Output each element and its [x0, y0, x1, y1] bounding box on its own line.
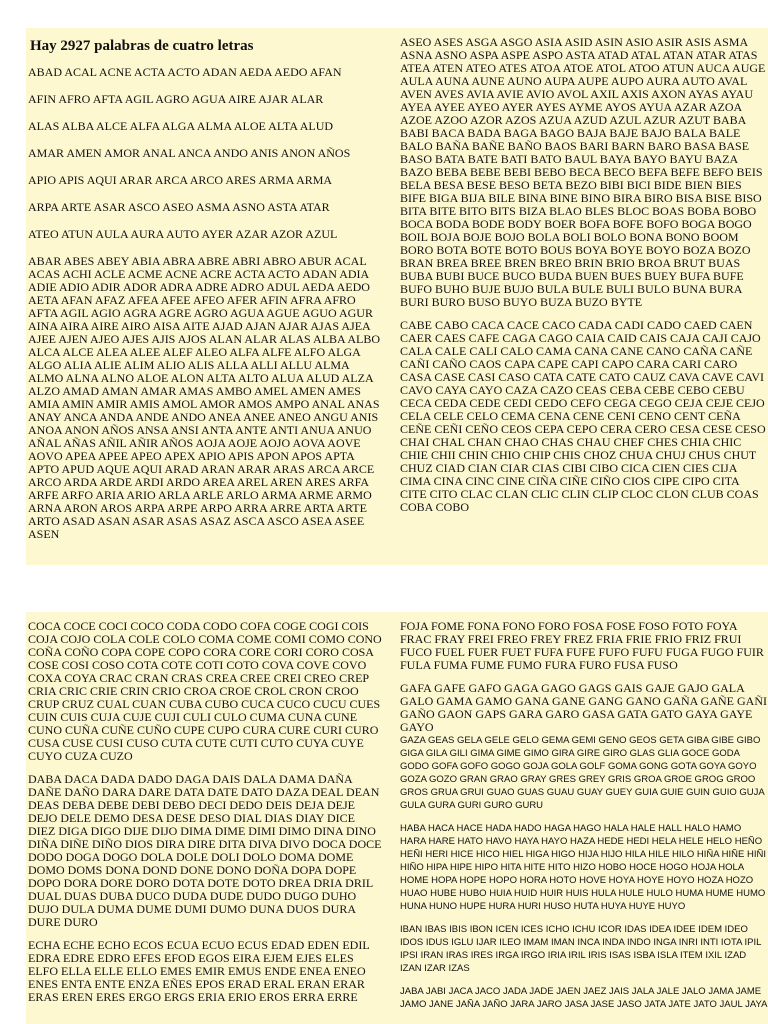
word-paragraph: AFIN AFRO AFTA AGIL AGRO AGUA AIRE AJAR ALAR — [28, 92, 324, 106]
word-paragraph: ABAD ACAL ACNE ACTA ACTO ADAN AEDA AEDO AFAN — [28, 65, 342, 79]
word-paragraph: ABAR ABES ABEY ABIA ABRA ABRE ABRI ABRO ABUR ACAL ACAS ACHI ACLE ACME ACNE ACRE ACTA ACTO ADAN ADIA ADIE ADIO ADIR ADOR ADRA ADRE ADRO ADUL AEDA AEDO AETA AFAN AFAZ AFEA AFEE AFEO AFER AFIN AFRA AFRO AFTA AGIL AGIO AGRA AGRE AGRO AGUA AGUE AGUO AGUR AINA AIRA AIRE AIRO AISA AITE AJAD AJAN AJAR AJAS AJEA AJEE AJEN AJEO AJES AJIS AJOS ALAN ALAR ALAS ALBA ALBO ALCA ALCE ALEA ALEE ALEF ALEO ALFA ALFE ALFO ALGA ALGO ALIA ALIE ALIM ALIO ALIS ALLA ALLI ALLU ALMA ALMO ALNA ALNO ALOE ALON ALTA ALTO ALUA ALUD ALZA ALZO AMAD AMAN AMAR AMAS AMBO AMEL AMEN AMES AMIA AMIN AMIR AMIS AMOL AMOR AMOS AMPO ANAL ANAS ANAY ANCA ANDA ANDE ANDO ANEA ANEE ANEO ANGU ANIS ANOA ANON AÑOS ANSA ANSI ANTA ANTE ANTI ANUA ANUO AÑAL AÑAS AÑIL AÑIR AÑOS AOJA AOJE AOJO AOVA AOVE AOVO APEA APEE APEO APEX APIO APIS APON APOS APTA APTO APUD AQUE AQUI ARAD ARAN ARAR ARAS ARCA ARCE ARCO ARDA ARDE ARDI ARDO AREA AREL AREN ARES ARFA ARFE ARFO ARIA ARIO ARLA ARLE ARLO ARMA ARME ARMO ARNA ARON AROS ARPA ARPE ARPO ARRA ARRE ARTA ARTE ARTO ASAD ASAN ASAR ASAS ASAZ ASCA ASCO ASEA ASEE ASEN — [28, 254, 381, 541]
word-paragraph: ARPA ARTE ASAR ASCO ASEO ASMA ASNO ASTA ATAR — [28, 200, 330, 214]
word-paragraph: ATEO ATUN AULA AURA AUTO AYER AZAR AZOR AZUL — [28, 227, 338, 241]
page-2-left-column — [28, 612, 384, 1014]
page-title: Hay 2927 palabras de cuatro letras — [30, 38, 254, 54]
word-paragraph: APIO APIS AQUI ARAR ARCA ARCO ARES ARMA ARMA — [28, 173, 333, 187]
word-paragraph: HABA HACA HACE HADA HADO HAGA HAGO HALA HALE HALL HALO HAMO HARA HARE HATO HAVO HAYA HAYO HAZA HEDE HEDI HELA HELE HELO HEÑO HEÑI HERI HICE HICO HIEL HIGA HIGO HIJA HIJO HILA HILE HILO HIÑA HIÑE HIÑI HIÑO HIPA HIPE HIPO HITA HITE HITO HIZO HOBO HOCE HOGO HOJA HOLA HOME HOPA HOPE HOPO HORA HOTO HOVE HOYA HOYE HOYO HOZA HOZO HUAO HUBE HUBO HUIA HUID HUIR HUIS HULA HULE HULO HUMA HUME HUMO HUNA HUNO HUPE HURA HURI HUSO HUTA HUYA HUYE HUYO — [400, 823, 767, 912]
word-paragraph: ASEO ASES ASGA ASGO ASIA ASID ASIN ASIO ASIR ASIS ASMA ASNA ASNO ASPA ASPE ASPO ASTA ATAD ATAL ATAN ATAR ATAS ATEA ATEN ATEO ATES ATOA ATOE ATOL ATOO ATUN AUCA AUGE AULA AUNA AUNE AUNO AUPA AUPE AUPO AURA AUTO AVAL AVEN AVES AVIA AVIE AVIO AVOL AXIL AXIS AXON AYAS AYAU AYEA AYEE AYEO AYER AYES AYME AYOS AYUA AZAR AZOA AZOE AZOO AZOR AZOS AZUA AZUD AZUL AZUR AZUT BABA BABI BACA BADA BAGA BAGO BAJA BAJE BAJO BALA BALE BALO BAÑA BAÑE BAÑO BAOS BARI BARN BARO BASA BASE BASO BATA BATE BATI BATO BAUL BAYA BAYO BAYU BAZA BAZO BEBA BEBE BEBI BEBO BECA BECO BEFA BEFE BEFO BEIS BELA BESA BESE BESO BETA BEZO BIBI BICI BIDE BIEN BIES BIFE BIGA BIJA BILE BINA BINE BINO BIRA BIRO BISA BISE BISO BITA BITE BITO BITS BIZA BLAO BLES BLOC BOAS BOBA BOBO BOCA BODA BODE BODY BOER BOFA BOFE BOFO BOGA BOGO BOIL BOJA BOJE BOJO BOLA BOLI BOLO BONA BONO BOOM BORO BOTA BOTE BOTO BOUS BOYA BOYE BOYO BOZA BOZO BRAN BREA BREE BREN BREO BRIN BRIO BROA BRUT BUAS BUBA BUBI BUCE BUCO BUDA BUEN BUES BUEY BUFA BUFE BUFO BUHO BUJE BUJO BULA BULE BULI BULO BUNA BURA BURI BURO BUSO BUYO BUZA BUZO BYTE — [400, 35, 766, 309]
page-2 — [26, 612, 768, 1024]
word-paragraph: CABE CABO CACA CACE CACO CADA CADI CADO CAED CAEN CAER CAES CAFE CAGA CAGO CAIA CAID CAIS CAJA CAJI CAJO CALA CALE CALI CALO CAMA CANA CANE CANO CAÑA CAÑE CAÑI CAÑO CAOS CAPA CAPE CAPI CAPO CARA CARI CARO CASA CASE CASI CASO CATA CATE CATO CAUZ CAVA CAVE CAVI CAVO CAYA CAYO CAZA CAZO CEAS CEBA CEBE CEBO CEBU CECA CEDA CEDE CEDI CEDO CEFO CEGA CEGO CEJA CEJE CEJO CELA CELE CELO CEMA CENA CENE CENI CENO CENT CEÑA CEÑE CEÑI CEÑO CEOS CEPA CEPO CERA CERO CESA CESE CESO CHAI CHAL CHAN CHAO CHAS CHAU CHEF CHES CHIA CHIC CHIE CHII CHIN CHIO CHIP CHIS CHOZ CHUA CHUJ CHUS CHUT CHUZ CIAD CIAN CIAR CIAS CIBI CIBO CICA CIEN CIES CIJA CIMA CINA CINC CINE CIÑA CIÑE CIÑO CIOS CIPE CIPO CITA CITE CITO CLAC CLAN CLIC CLIN CLIP CLOC CLON CLUB COAS COBA COBO — [400, 318, 766, 514]
word-paragraph: JABA JABI JACA JACO JADA JADE JAEN JAEZ JAIS JALA JALE JALO JAMA JAME JAMO JANE JAÑA JAÑO JARA JARO JASA JASE JASO JATA JATE JATO JAUL JAYA — [400, 986, 768, 1010]
word-paragraph: AMAR AMEN AMOR ANAL ANCA ANDO ANIS ANON AÑOS — [28, 146, 351, 160]
word-paragraph: ECHA ECHE ECHO ECOS ECUA ECUO ECUS EDAD EDEN EDIL EDRA EDRE EDRO EFES EFOD EGOS EIRA EJEM EJES ELES ELFO ELLA ELLE ELLO EMES EMIR EMUS ENDE ENEA ENEO ENES ENTA ENTE ENZA EÑES EPOS ERAD ERAL ERAN ERAR ERAS EREN ERES ERGO ERGS ERIA ERIO EROS ERRA ERRE — [28, 938, 370, 1004]
word-paragraph: COCA COCE COCI COCO CODA CODO COFA COGE COGI COIS COJA COJO COLA COLE COLO COMA COME COMI COMO CONO COÑA COÑO COPA COPE COPO CORA CORE CORI CORO COSA COSE COSI COSO COTA COTE COTI COTO COVA COVE COVO COXA COYA CRAC CRAN CRAS CREA CREE CREI CREO CREP CRIA CRIC CRIE CRIN CRIO CROA CROE CROL CRON CROO CRUP CRUZ CUAL CUAN CUBA CUBO CUCA CUCO CUCU CUES CUIN CUIS CUJA CUJE CUJI CULI CULO CUMA CUNA CUNE CUNO CUÑA CUÑE CUÑO CUPE CUPO CURA CURE CURI CURO CUSA CUSE CUSI CUSO CUTA CUTE CUTI CUTO CUYA CUYE CUYO CUZA CUZO — [28, 619, 382, 763]
word-paragraph: GAZA GEAS GELA GELE GELO GEMA GEMI GENO GEOS GETA GIBA GIBE GIBO GIGA GILA GILI GIMA GIME GIMO GIRA GIRE GIRO GLAS GLIA GOCE GODA GODO GOFA GOFO GOGO GOJA GOLA GOLF GOMA GONG GOTA GOYA GOYO GOZA GOZO GRAN GRAO GRAY GRES GREY GRIS GROA GROE GROG GROO GROS GRUA GRUI GUAO GUAS GUAU GUAY GUEY GUIA GUIE GUIN GUIO GUJA GULA GURA GURI GURO GURU — [400, 735, 765, 811]
word-paragraph: IBAN IBAS IBIS IBON ICEN ICES ICHO ICHU ICOR IDAS IDEA IDEE IDEM IDEO IDOS IDUS IGLU IJAR ILEO IMAM IMAN INCA INDA INDO INGA INRI INTI IOTA IPIL IPSI IRAN IRAS IRES IRGA IRGO IRIA IRIL IRIS ISAS ISBA ISLA ITEM IXIL IZAD IZAN IZAR IZAS — [400, 924, 762, 974]
word-paragraph: ALAS ALBA ALCE ALFA ALGA ALMA ALOE ALTA ALUD — [28, 119, 334, 133]
word-paragraph: GAFA GAFE GAFO GAGA GAGO GAGS GAIS GAJE GAJO GALA GALO GAMA GAMO GANA GANE GANG GANO GAÑA GAÑE GAÑI GAÑO GAON GAPS GARA GARO GASA GATA GATO GAYA GAYE GAYO — [400, 681, 767, 734]
word-paragraph: FOJA FOME FONA FONO FORO FOSA FOSE FOSO FOTO FOYA FRAC FRAY FREI FREO FREY FREZ FRIA FRIE FRIO FRIZ FRUI FUCO FUEL FUER FUET FUFA FUFE FUFO FUFU FUGA FUGO FUIR FULA FUMA FUME FUMO FURA FURO FUSA FUSO — [400, 619, 764, 672]
page-1-right-column — [400, 28, 768, 524]
page-1-left-column — [28, 28, 384, 551]
page-1 — [26, 28, 768, 565]
page-2-right-column — [400, 612, 768, 1021]
word-paragraph: DABA DACA DADA DADO DAGA DAIS DALA DAMA DAÑA DAÑE DAÑO DARA DARE DATA DATE DATO DAZA DEAL DEAN DEAS DEBA DEBE DEBI DEBO DECI DEDO DEIS DEJA DEJE DEJO DELE DEMO DESA DESE DESO DIAL DIAS DIAY DICE DIEZ DIGA DIGO DIJE DIJO DIMA DIME DIMI DIMO DINA DINO DIÑA DIÑE DIÑO DIOS DIRA DIRE DITA DIVA DIVO DOCA DOCE DODO DOGA DOGO DOLA DOLE DOLI DOLO DOMA DOME DOMO DOMS DONA DOND DONE DONO DOÑA DOPA DOPE DOPO DORA DORE DORO DOTA DOTE DOTO DREA DRIA DRIL DUAL DUAS DUBA DUCO DUDA DUDE DUDO DUGO DUHO DUJO DULA DUMA DUME DUMI DUMO DUNA DUOS DURA DURE DURO — [28, 772, 382, 929]
